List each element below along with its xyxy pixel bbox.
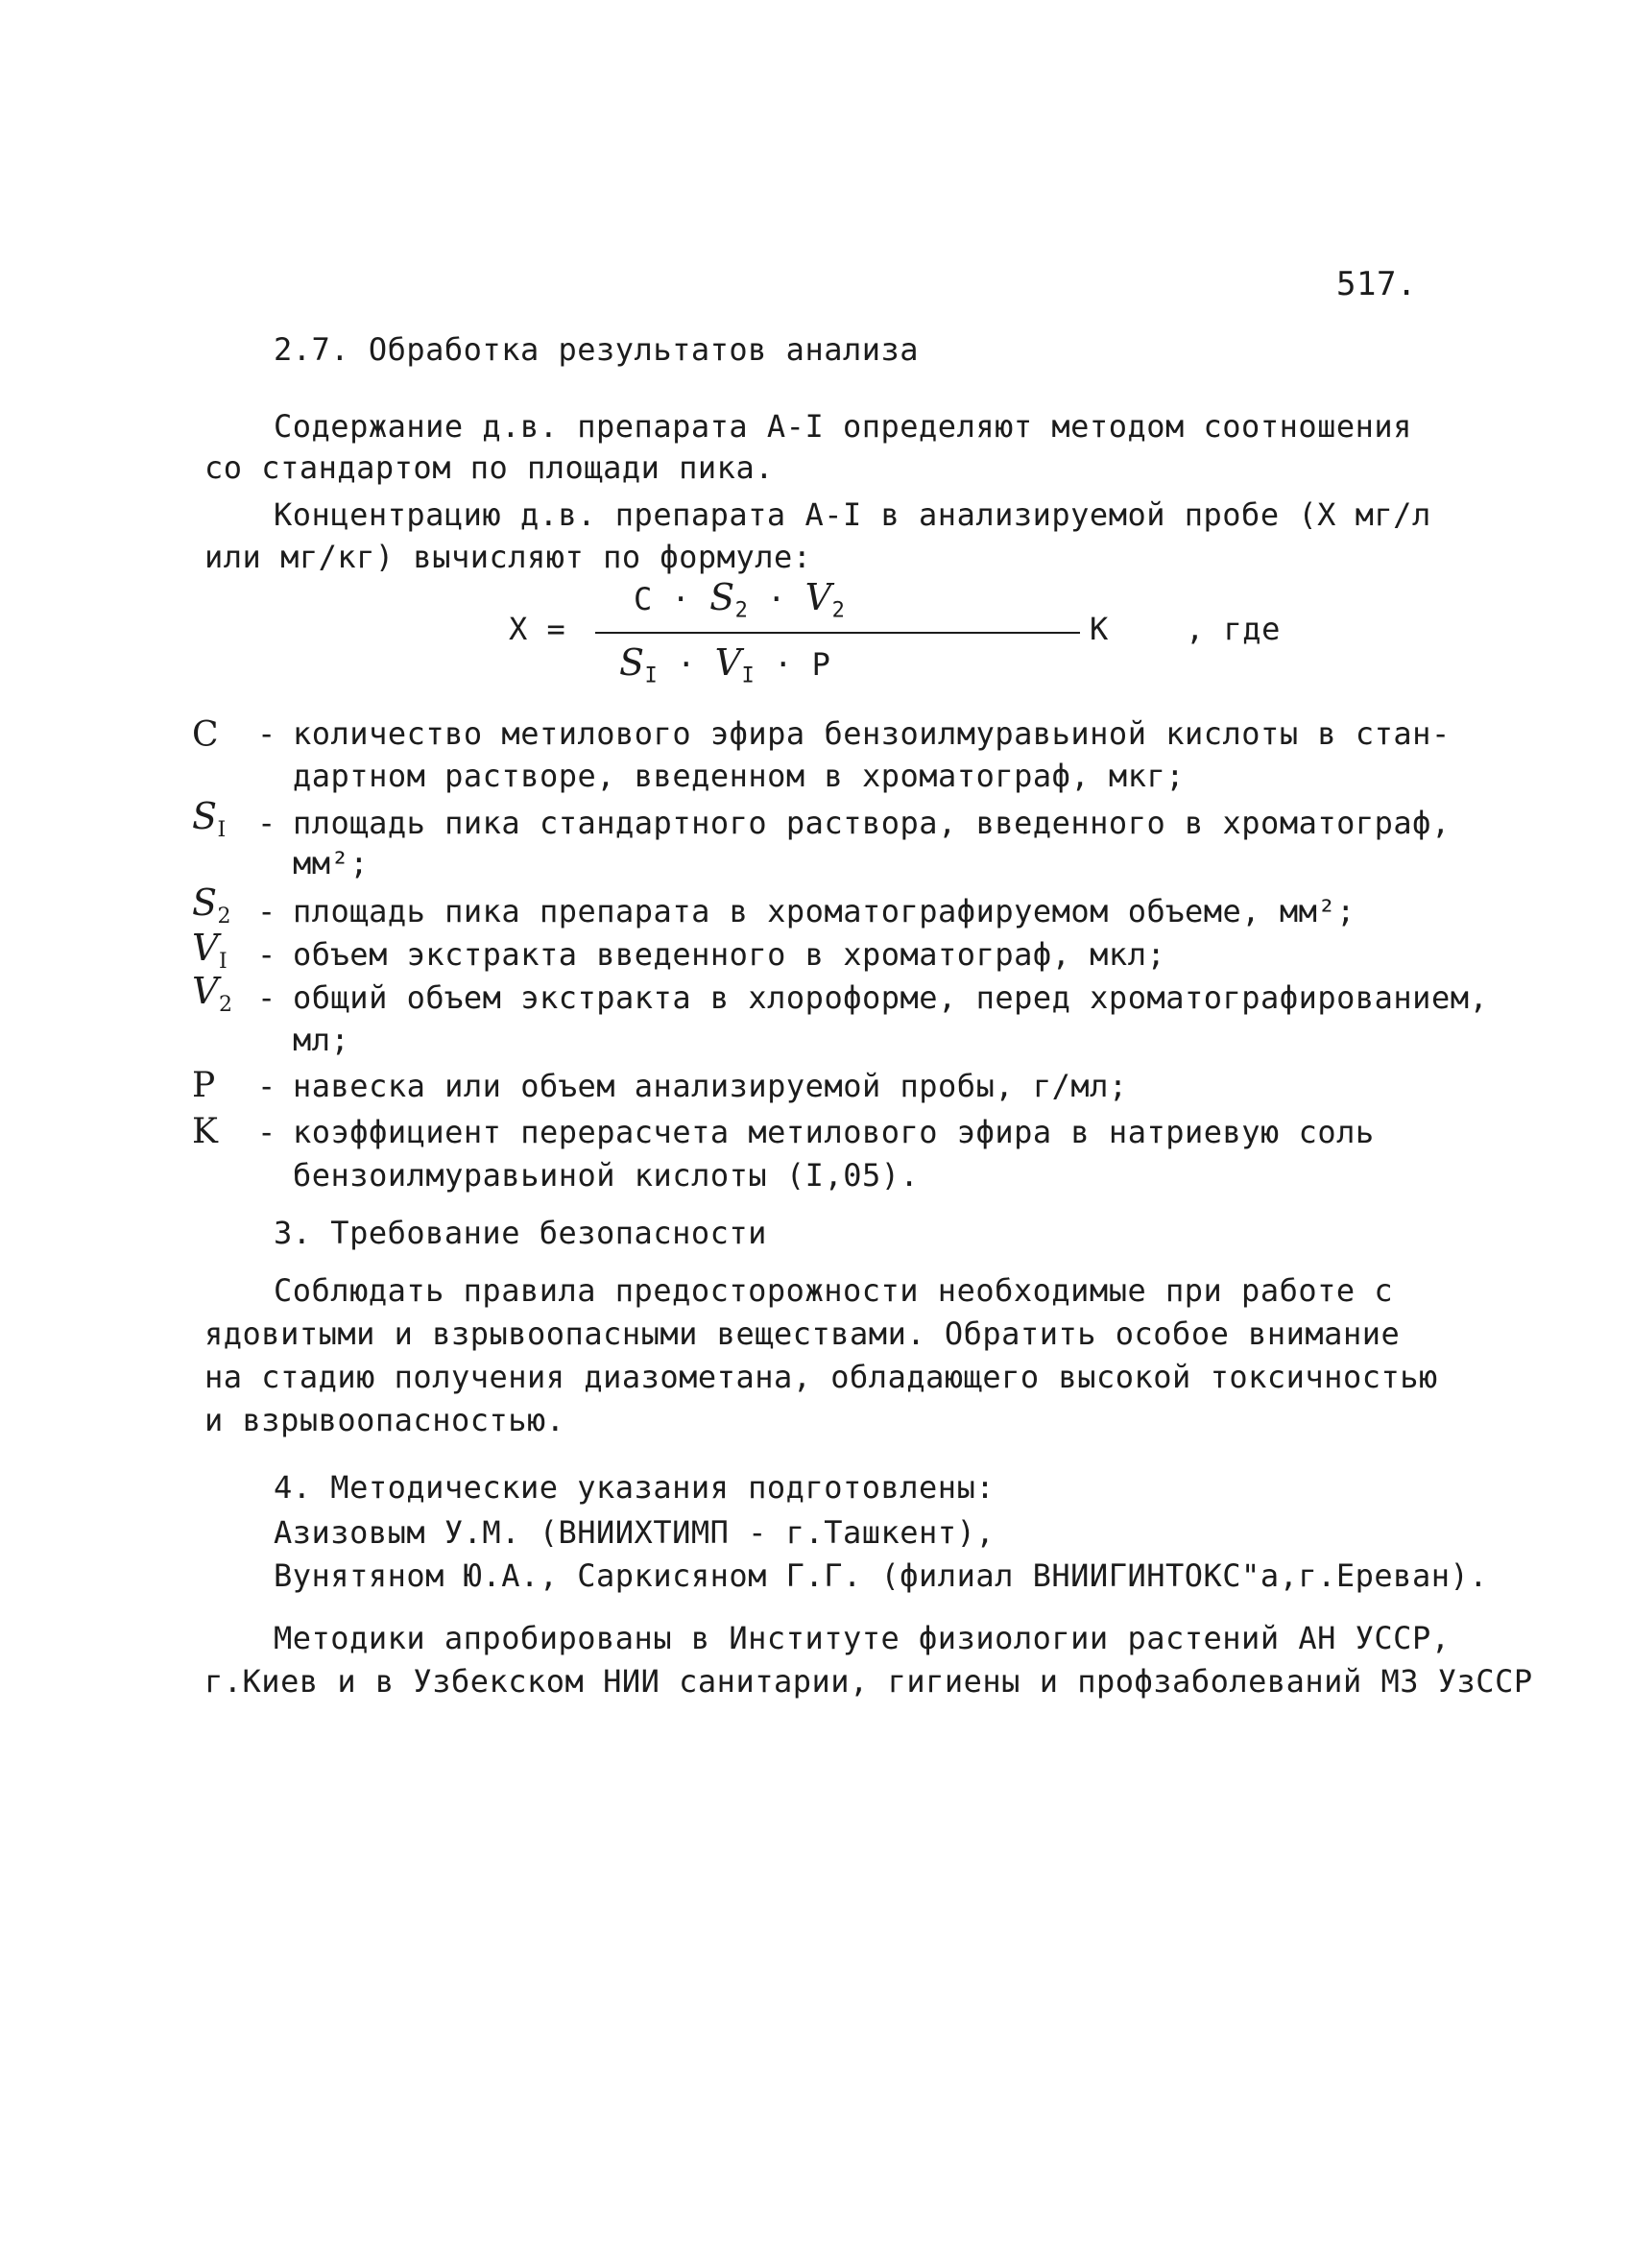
definition-symbol: P [192,1066,216,1105]
definition-text: навеска или объем анализируемой пробы, г/мл; [293,1068,1128,1104]
definition-symbol: $S_2$ [192,881,232,929]
paragraph-line: Вунятяном Ю.А., Саркисяном Г.Г. (филиал ВНИИГИНТОКС"а,г.Ереван). [274,1557,1488,1594]
formula-where: , где [1186,611,1281,647]
formula [509,576,1373,701]
paragraph-line: Методики апробированы в Институте физиологии растений АН УССР, [274,1620,1451,1656]
paragraph-line: Концентрацию д.в. препарата А-I в анализируемой пробе (X мг/л [274,496,1431,533]
paragraph-line: Соблюдать правила предосторожности необходимые при работе с [274,1272,1394,1309]
definition-symbol: K [192,1112,219,1151]
definition-dash: - [257,1114,276,1150]
definition-symbol: C [192,715,220,755]
page-number: 517. [1336,265,1417,303]
paragraph-line: или мг/кг) вычисляют по формуле: [204,539,812,575]
definition-text: общий объем экстракта в хлороформе, перед хроматографированием, [293,979,1489,1016]
paragraph-line: ядовитыми и взрывоопасными веществами. Обратить особое внимание [204,1315,1401,1352]
definition-text: площадь пика препарата в хроматографируемом объеме, мм²; [293,893,1356,929]
section-3-heading: 3. Требование безопасности [274,1215,767,1251]
paragraph-line: на стадию получения диазометана, обладающего высокой токсичностью [204,1359,1438,1395]
definition-dash: - [257,893,276,929]
definition-text: мл; [293,1022,350,1058]
definition-dash: - [257,715,276,752]
paragraph-line: г.Киев и в Узбекском НИИ санитарии, гигиены и профзаболеваний МЗ УзССР [204,1663,1533,1700]
definition-dash: - [257,979,276,1016]
definition-dash: - [257,1068,276,1104]
section-2-7-heading: 2.7. Обработка результатов анализа [274,331,920,368]
definition-symbol: $V_I$ [192,927,228,975]
formula-denominator: $S_I \cdot V_I \cdot P$ [619,641,831,688]
definition-text: мм²; [293,845,370,881]
definition-symbol: $S_I$ [192,795,227,843]
paragraph-line: Азизовым У.М. (ВНИИХТИМП - г.Ташкент), [274,1514,996,1551]
section-4-heading: 4. Методические указания подготовлены: [274,1469,996,1506]
fraction-bar [595,632,1080,634]
definition-symbol: $V_2$ [192,970,233,1018]
paragraph-line: и взрывоопасностью. [204,1402,565,1438]
definition-text: дартном растворе, введенном в хроматограф, мкг; [293,758,1185,794]
definition-text: коэффициент перерасчета метилового эфира в натриевую соль [293,1114,1375,1150]
formula-multiplier: K [1090,611,1109,647]
paragraph-line: со стандартом по площади пика. [204,449,774,486]
definition-text: бензоилмуравьиной кислоты (I,05). [293,1157,920,1194]
formula-numerator: $C \cdot S_2 \cdot V_2$ [634,576,846,623]
definition-dash: - [257,936,276,973]
definition-text: объем экстракта введенного в хроматограф, мкл; [293,936,1166,973]
paragraph-line: Содержание д.в. препарата А-I определяют методом соотношения [274,408,1412,445]
formula-lhs: X = [509,611,566,647]
definition-text: площадь пика стандартного раствора, введенного в хроматограф, [293,805,1451,841]
definition-text: количество метилового эфира бензоилмуравьиной кислоты в стан- [293,715,1451,752]
definition-dash: - [257,805,276,841]
